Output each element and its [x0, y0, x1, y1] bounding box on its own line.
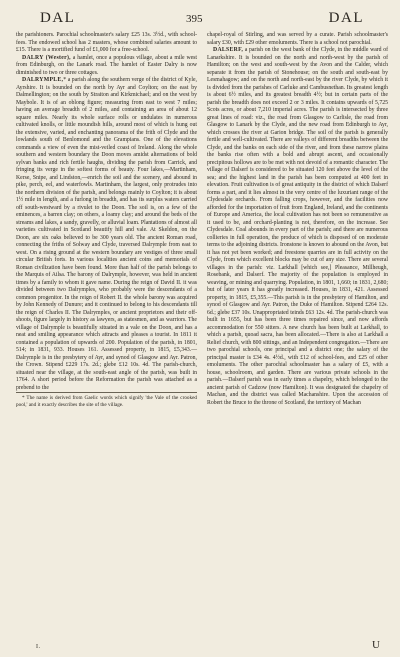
entry-dalrymple [16, 77, 197, 392]
entry-text: * a parish along the southern verge of the district of Kyle, Ayrshire. It is bounded on the north by Ayr and Coylton; on the east by Dalmellington; on the south by Straiton and Kirkmichael; and on the west by Maybole. It is of an oblong figure; measuring from east to west 7 miles; having an average breadth of 2 miles, and containing an area of about 12 square miles. Nearly its whole surface rolls or undulates in numerous cultivated knolls, or little moundish hills, around most of which is hung out the extensive, varied, and enchanting panorama of the frith of Clyde and the lowlands south of Benlomond and the Grampians. One of the elevations commands a view of even the mist-veiled coast of Ireland. Along the whole southern and western boundary the Doon moves amidst alternations of bold sylvan banks and rich fertile haughs, dividing the parish from Carrick, and fringing its verge in the softest forms of beauty. Four lakes,—Martinham, Kerse, Snipe, and Lindston,—enrich the soil and the scenery, and abound in pike, perch, eel, and waterfowls. Martinham, the largest, only protrudes into the northern division of the parish, and belongs mainly to Coylton; it is about 1½ mile in length, and a furlong in breadth, and has its surplus waters carried off south-westward by a rivulet to the Doon. The soil is, on a few of the eminences, a barren clay; on others, a loamy clay; and around the beds of the streams and lakes, a sandy, gravelly, or alluvial loam. Plantations of almost all varieties cultivated in Scotland beautify hill and vale. At Skeldon, on the Doon, are six oaks believed to be 300 years old. The ancient Roman road, connecting the friths of Solway and Clyde, traversed Dalrymple from east to west. On a rising ground at the western boundary are vestiges of three small circular British forts. In various localities ancient coins and memorials of Roman civilization have been found. More than half of the parish belongs to the Marquis of Ailsa. The barony of Dalrymple, however, was held in ancient times by a family to whom it gave name. During the reign of David II. it was divided between two Dalrymples, who probably were the descendants of a common progenitor. In the reign of Robert II. the whole barony was acquired by John Kennedy of Dunure; and it continued to belong to his descendants till the reign of Charles II. The Dalrymples, or ancient proprietors and their off-shoots, figure largely in history as lawyers, as statesmen, and as warriors. The village of Dalrymple is beautifully situated in a vale on the Doon, and has a neat and smiling appearance which attracts and pleases a tourist. In 1811 it contained a population of upwards of 200. Population of the parish, in 1801, 514; in 1831, 933. Houses 161. Assessed property, in 1815, £5,343.—Dalrymple is in the presbytery of Ayr, and synod of Glasgow and Ayr. Patron, the Crown. Stipend £229 17s. 2d.; glebe £12 10s. 4d. The parish-church, situated near the village, at the south-east angle of the parish, was built in 1764. A short period before the Reformation the parish was attached as a prebend to the [16, 77, 197, 391]
running-header [18, 10, 386, 32]
left-column [16, 32, 197, 644]
text-columns [16, 32, 388, 644]
entry-heading: DALRY (Wester), [22, 54, 71, 61]
page-number: 395 [186, 13, 203, 25]
entry-heading: DALRYMPLE, [22, 77, 64, 83]
entry-text: a hamlet, once a populous village, about a mile west from Edinburgh, on the Lanark road. The hamlet of Easter Dalry is now diminished to two or three cottages. [16, 54, 197, 76]
header-right-word: DAL [328, 10, 364, 26]
signature-mark: U [372, 639, 380, 651]
header-left-word: DAL [40, 10, 76, 26]
entry-dalry [16, 55, 197, 78]
entry-dalserf [207, 47, 388, 407]
entry-text: a parish on the west bank of the Clyde, in the middle ward of Lanarkshire. It is bounded on the north and north-west by the parish of Hamilton; on the west and south-west by the Avon and the Calder, which separate it from the parish of Stonehouse; on the south and south-east by Lesmahagow; and on the north and north-east by the river Clyde, by which it is divided from the parishes of Carluke and Cambusnethan. Its greatest length is about 6½ miles, and its greatest breadth 4½; but in certain parts of the parish the breadth does not exceed 2 or 3 miles. It contains upwards of 5,725 Scots acres, or about 7,210 imperial acres. The parish is intersected by three great lines of road: viz., the road from Glasgow to Carlisle, the road from Glasgow to Lanark by the Clyde, and the new road from Edinburgh to Ayr, which crosses the river at Garion bridge. The soil of the parish is generally fertile and well-cultivated. There are valleys of different breadths between the Clyde, and the banks on each side of the river, and from these narrow plains the banks rise often with a bold and abrupt ascent, and occasionally precipitous hollows are to be met with not devoid of a romantic character. The village of Dalserf is considered to be situated 120 feet above the level of the sea; and the highest land in the parish has been computed at 400 feet in elevation. Fruit cultivation is of great antiquity in the district of which Dalserf forms a part, and it lies almost in the very centre of the luxuriant range of the Clydesdale orchards. From falling crops, however, and the facilities now afforded for the importation of fruit from England, Ireland, and the continents of Europe and America, the local cultivation has not been so remunerative as it used to be, and orchard-planting is not, therefore, on the increase. See Clydesdale. Coal abounds in every part of the parish; and there are numerous collieries in full operation, the produce of which is disposed of on moderate terms to the adjoining districts. Ironstone is known to abound on the Avon, but it has not yet been worked; and freestone quarries are in full activity on the Clyde, from which excellent blocks may be cut of any size. There are several villages in the parish: viz. Larkhall [which see,] Pleasance, Millheugh, Rosebank, and Dalserf. The majority of the population is employed in weaving, or mining and quarrying. Population, in 1801, 1,660; in 1831, 2,680; but of later years it has greatly increased. Houses, in 1831, 421. Assessed property, in 1815, £5,355.—This parish is in the presbytery of Hamilton, and synod of Glasgow and Ayr. Patron, the Duke of Hamilton. Stipend £264 12s. 6d.; glebe £37 10s. Unappropriated teinds £63 12s. 4d. The parish-church was built in 1655, but has been three times repaired since, and now affords accommodation for 550 sitters. A new church has been built at Larkhall, to which a parish, quoad sacra, has been allocated.—There is also at Larkhall a Relief church, with 800 sittings, and an Independent congregation.—There are two parochial schools, one principal and a district one; the salary of the principal master is £34 4s. 4½d., with £12 of school-fees, and £25 of other emoluments. The other parochial schoolmaster has a salary of £5, with a house, schoolroom, and garden. There are various private schools in the parish.—Dalserf parish was in early times a chapelry, which belonged to the ancient parish of Cadzow (now Hamilton). It was designated the chapelry of Machan, and the district was called Machanshire. Upon the accession of Robert the Bruce to the throne of Scotland, the territory of Machan [207, 47, 388, 406]
right-column [207, 32, 388, 644]
paragraph: the parishioners. Parochial schoolmaster's salary £25 13s. 3½d., with school-fees. The endowed school has 2 masters, whose combined salaries amount to £15. There is a mortified fund of £1,000 for a free-school. [16, 32, 197, 53]
footnote: * The name is derived from Gaelic words which signify 'the Vale of the crooked pool,' and it exactly describes the site of the village. [16, 392, 197, 408]
volume-mark: I. [36, 644, 41, 650]
paragraph: chapel-royal of Stirling, and was served by a curate. Parish schoolmaster's salary £30, with £29 other emoluments. There is a school not parochial. [207, 32, 388, 46]
entry-heading: DALSERF, [213, 47, 244, 53]
